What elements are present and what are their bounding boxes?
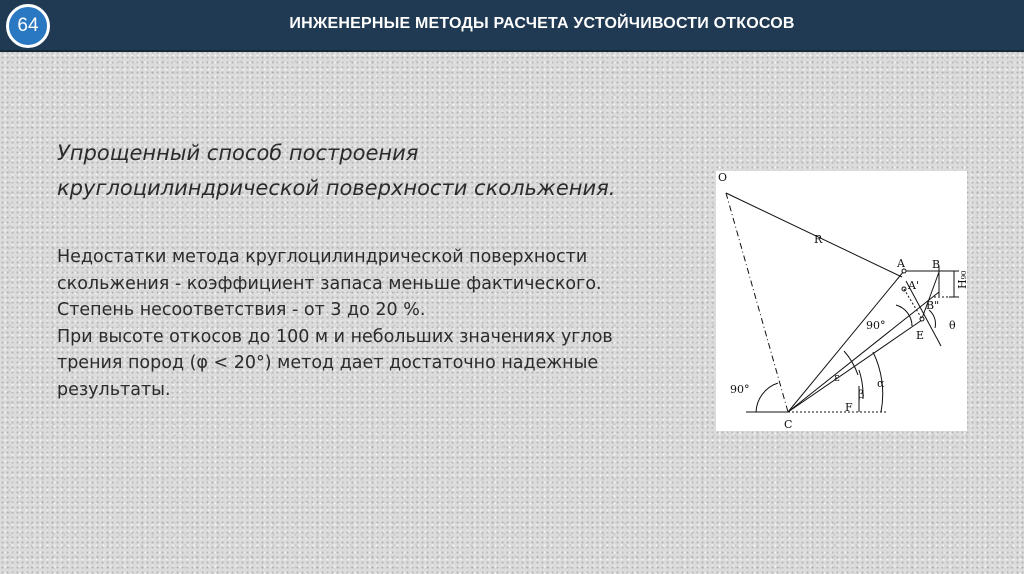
diagram-svg <box>716 171 967 431</box>
slide-header <box>0 0 1024 52</box>
epsilon-arc <box>844 351 858 375</box>
label-a-prime: A' <box>908 279 919 292</box>
subtitle-line-2: круглоцилиндрической поверхности скольжения. <box>57 176 616 200</box>
slide-number-badge: 64 <box>6 4 50 48</box>
subtitle <box>57 136 717 206</box>
body-text <box>57 244 737 403</box>
body-line-2: скольжения - коэффициент запаса меньше фактического. <box>57 273 602 294</box>
slip-surface-diagram <box>716 171 967 431</box>
label-h90: H₉₀ <box>956 270 969 289</box>
label-f: F <box>845 401 853 414</box>
label-b: B <box>932 258 941 271</box>
label-a: A <box>897 257 905 270</box>
slide-title: ИНЖЕНЕРНЫЕ МЕТОДЫ РАСЧЕТА УСТОЙЧИВОСТИ ОТКОСОВ <box>289 15 795 32</box>
label-r: R <box>814 233 823 246</box>
label-o: O <box>718 171 728 184</box>
label-e: E <box>916 329 925 342</box>
subtitle-line-1: Упрощенный способ построения <box>57 141 419 165</box>
label-90-top: 90° <box>866 319 886 332</box>
chord-ce <box>788 320 925 412</box>
label-90-bottom: 90° <box>730 383 750 396</box>
angle-arc-c <box>756 383 778 412</box>
body-line-3: Степень несоответствия - от 3 до 20 %. <box>57 300 426 320</box>
label-theta: θ <box>949 319 956 332</box>
slope-line <box>788 271 904 412</box>
label-c: C <box>784 418 793 431</box>
dashed-axis-line <box>726 193 788 412</box>
label-epsilon: ε <box>834 371 840 384</box>
body-line-5: трения пород (φ < 20°) метод дает достаточно надежные <box>57 353 599 373</box>
label-beta: β <box>858 388 865 401</box>
angle-arc-e <box>896 305 912 326</box>
label-alpha: α <box>877 377 885 390</box>
body-line-6: результаты. <box>57 379 171 400</box>
body-line-4: При высоте откосов до 100 м и небольших значениях углов <box>57 326 613 347</box>
label-b-double-prime: B" <box>926 299 940 312</box>
body-line-1: Недостатки метода круглоцилиндрической поверхности <box>57 247 588 267</box>
